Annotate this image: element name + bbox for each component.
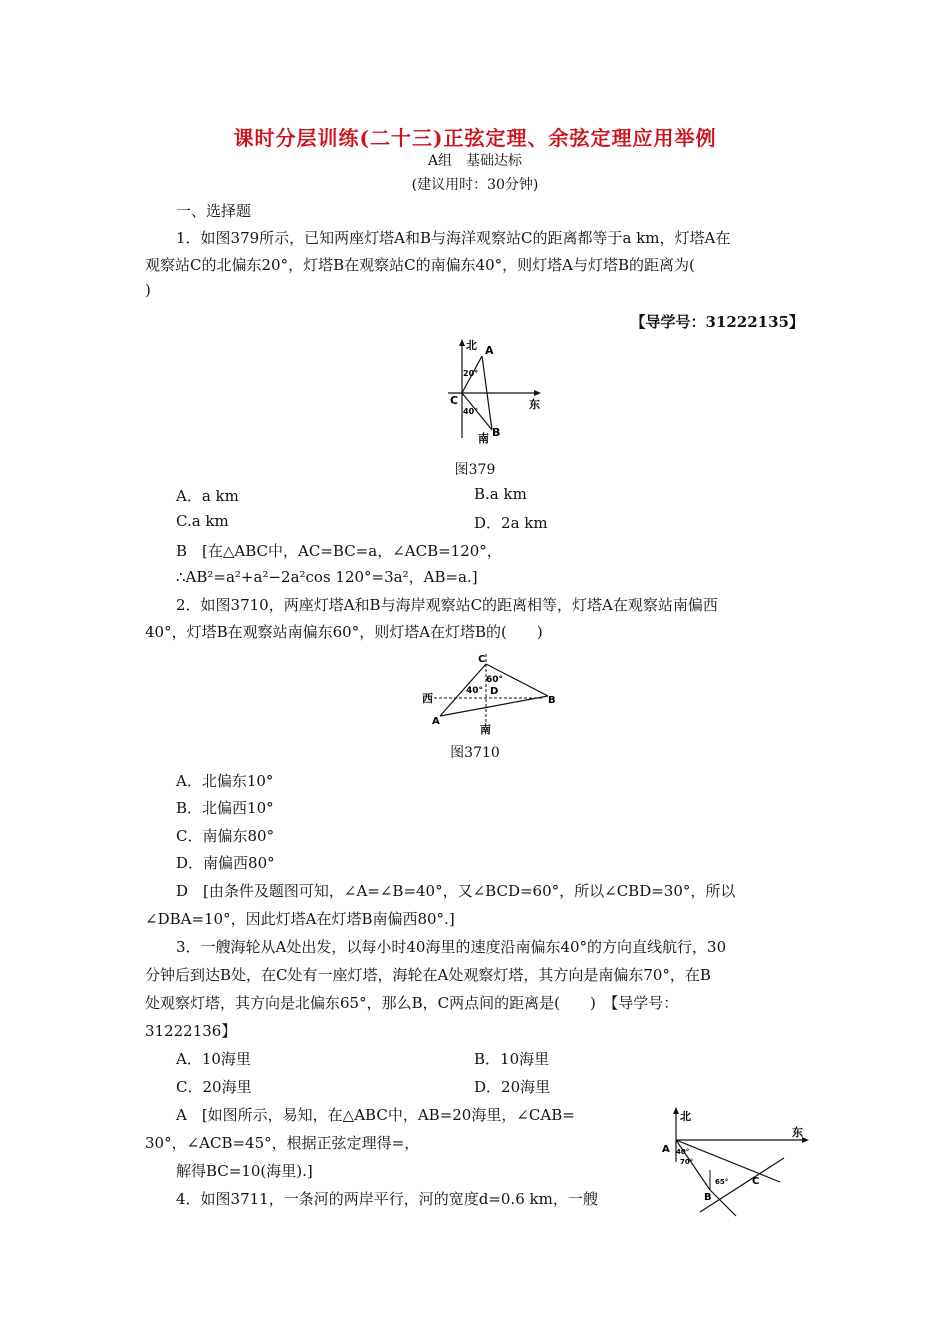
fig379-south-label: 南 bbox=[478, 432, 489, 445]
figure-3710 bbox=[420, 650, 570, 736]
figure-379 bbox=[440, 338, 550, 448]
figq3-angle-40: 40° bbox=[676, 1148, 690, 1156]
fig379-north-arrow-icon bbox=[459, 339, 465, 346]
figq3-angle-65: 65° bbox=[715, 1178, 729, 1186]
q3-line-2: 分钟后到达B处，在C处有一座灯塔，海轮在A处观察灯塔，其方向是南偏东70°，在B bbox=[145, 966, 711, 984]
figure-3710-caption: 图3710 bbox=[450, 745, 500, 761]
fig379-east-arrow-icon bbox=[534, 390, 541, 396]
figq3-angle-70: 70° bbox=[680, 1158, 694, 1166]
fig3710-line-ab bbox=[440, 696, 548, 716]
time-hint: (建议用时：30分钟) bbox=[411, 177, 539, 193]
q3-option-a: A．10海里 bbox=[176, 1050, 251, 1068]
q2-option-d: D．南偏西80° bbox=[176, 854, 275, 872]
figq3-east-label: 东 bbox=[792, 1126, 803, 1139]
figq3-point-a: A bbox=[662, 1144, 670, 1155]
fig3710-west-label: 西 bbox=[422, 692, 433, 705]
q3-option-d: D．20海里 bbox=[474, 1078, 551, 1096]
q2-option-a: A．北偏东10° bbox=[176, 772, 274, 790]
fig3710-point-c: C bbox=[478, 654, 486, 665]
fig379-angle-20: 20° bbox=[463, 369, 479, 378]
q3-line-1: 3．一艘海轮从A处出发，以每小时40海里的速度沿南偏东40°的方向直线航行，30 bbox=[176, 938, 727, 956]
fig379-angle-40: 40° bbox=[463, 407, 479, 416]
q3-option-b: B．10海里 bbox=[474, 1050, 550, 1068]
page-title: 课时分层训练(二十三)正弦定理、余弦定理应用举例 bbox=[233, 126, 717, 150]
fig379-point-a: A bbox=[485, 344, 494, 357]
q2-option-b: B．北偏西10° bbox=[176, 799, 274, 817]
q1-option-d: D．2a km bbox=[474, 514, 548, 532]
figure-379-caption: 图379 bbox=[454, 462, 496, 478]
q2-answer-line-2: ∠DBA=10°，因此灯塔A在灯塔B南偏西80°.] bbox=[145, 910, 455, 928]
fig379-north-label: 北 bbox=[466, 339, 477, 352]
fig3710-point-d: D bbox=[490, 686, 499, 697]
q2-line-1: 2．如图3710，两座灯塔A和B与海岸观察站C的距离相等，灯塔A在观察站南偏西 bbox=[176, 596, 718, 614]
q1-line-3: ) bbox=[145, 281, 151, 299]
figq3-north-label: 北 bbox=[680, 1110, 691, 1123]
fig3710-point-a: A bbox=[432, 716, 440, 727]
fig379-point-b: B bbox=[492, 426, 501, 439]
q3-line-3: 处观察灯塔，其方向是北偏东65°，那么B，C两点间的距离是( ) 【导学号： bbox=[145, 994, 679, 1012]
q2-option-c: C．南偏东80° bbox=[176, 827, 275, 845]
fig3710-angle-60: 60° bbox=[486, 675, 504, 685]
figq3-east-arrow-icon bbox=[802, 1137, 809, 1143]
q3-answer-line-2: 30°，∠ACB=45°，根据正弦定理得=， bbox=[145, 1134, 420, 1152]
q2-answer-line-1: D [由条件及题图可知，∠A=∠B=40°，又∠BCD=60°，所以∠CBD=30°，所以 bbox=[176, 882, 736, 900]
q3-answer-line-3: 解得BC=10(海里).] bbox=[176, 1162, 313, 1180]
figq3-north-arrow-icon bbox=[673, 1107, 679, 1114]
figq3-point-b: B bbox=[704, 1192, 712, 1203]
group-label: A组 基础达标 bbox=[427, 153, 523, 169]
q2-line-2: 40°，灯塔B在观察站南偏东60°，则灯塔A在灯塔B的( ) bbox=[145, 623, 543, 641]
q3-answer-line-1: A [如图所示，易知，在△ABC中，AB=20海里，∠CAB= bbox=[176, 1106, 575, 1124]
fig3710-south-label: 南 bbox=[480, 723, 491, 736]
fig3710-point-b: B bbox=[548, 695, 556, 706]
q4-line-1: 4．如图3711，一条河的两岸平行，河的宽度d=0.6 km，一艘 bbox=[176, 1190, 598, 1208]
section-heading: 一、选择题 bbox=[176, 202, 252, 220]
figure-q3 bbox=[660, 1106, 810, 1221]
q1-option-c: C.a km bbox=[176, 512, 229, 530]
q1-guide-number: 【导学号：31222135】 bbox=[630, 313, 804, 331]
q1-option-b: B.a km bbox=[474, 485, 527, 503]
figq3-point-c: C bbox=[752, 1176, 760, 1187]
q1-answer-line-1: B [在△ABC中，AC=BC=a，∠ACB=120°， bbox=[176, 542, 502, 560]
q1-option-a: A．a km bbox=[176, 487, 239, 505]
q3-option-c: C．20海里 bbox=[176, 1078, 252, 1096]
fig379-east-label: 东 bbox=[529, 398, 540, 411]
fig379-point-c: C bbox=[450, 394, 459, 407]
q3-line-4: 31222136】 bbox=[145, 1022, 237, 1040]
q1-line-2: 观察站C的北偏东20°，灯塔B在观察站C的南偏东40°，则灯塔A与灯塔B的距离为( bbox=[145, 256, 695, 274]
q1-answer-line-2: ∴AB²=a²+a²−2a²cos 120°=3a²，AB=a.] bbox=[176, 568, 478, 586]
q1-line-1: 1．如图379所示，已知两座灯塔A和B与海洋观察站C的距离都等于a km，灯塔A在 bbox=[176, 229, 731, 247]
fig3710-angle-40: 40° bbox=[466, 686, 484, 696]
